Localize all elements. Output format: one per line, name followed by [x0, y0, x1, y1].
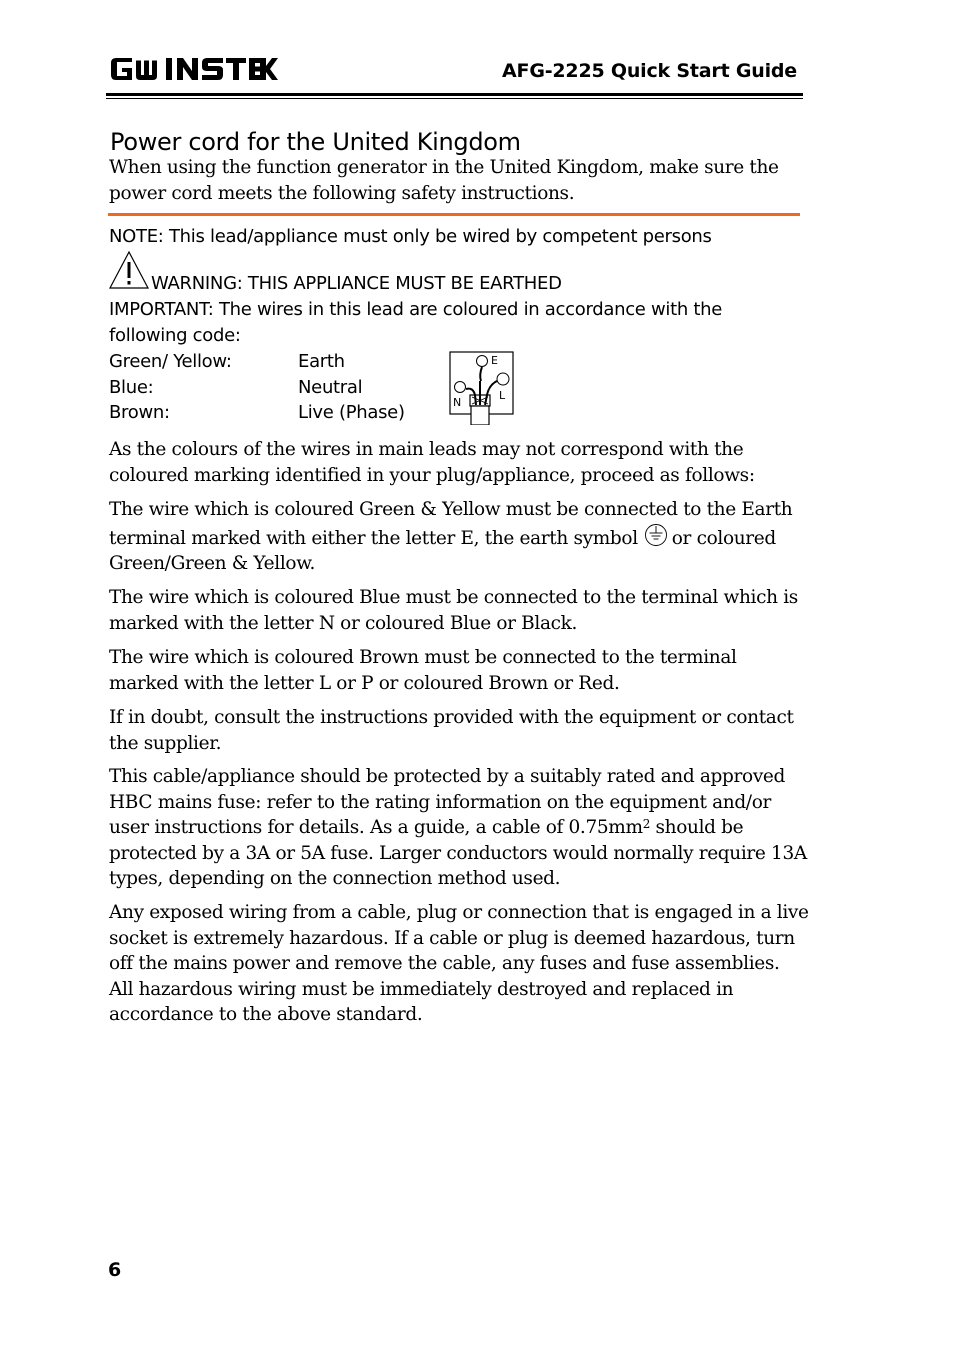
code-label: Blue:	[109, 376, 154, 398]
note-text: NOTE: This lead/appliance must only be wired by competent persons	[109, 226, 712, 247]
code-row-neutral	[109, 375, 405, 401]
code-value: Earth	[298, 351, 345, 372]
code-row-earth	[109, 349, 405, 375]
paragraph-exposed-wiring: Any exposed wiring from a cable, plug or connection that is engaged in a live socket is extremely hazardous. If a cable or plug is deemed hazardous, turn off the mains power and remove the cable, any fuses and fuse assemblies. All hazardous wiring must be immediately destroyed and replaced in accordance to the above standard.	[109, 902, 809, 1025]
accent-rule	[108, 213, 800, 216]
intro-paragraph: When using the function generator in the United Kingdom, make sure the power cord meets the following safety instructions.	[109, 157, 779, 204]
code-label: Green/ Yellow:	[109, 351, 232, 372]
guide-title: AFG-2225 Quick Start Guide	[502, 60, 797, 82]
earth-ground-icon	[644, 523, 668, 547]
plug-label-earth: E	[491, 354, 498, 367]
uk-plug-wiring-diagram	[449, 351, 515, 425]
plug-label-live: L	[499, 389, 506, 402]
plug-label-neutral: N	[453, 396, 462, 409]
paragraph-neutral-wire: The wire which is coloured Blue must be connected to the terminal which is marked with the letter N or coloured Blue or Black.	[109, 587, 798, 634]
paragraph-colour-mismatch: As the colours of the wires in main leads may not correspond with the coloured marking identified in your plug/appliance, proceed as follows:	[109, 439, 755, 486]
warning-icon	[108, 250, 150, 290]
paragraph-live-wire: The wire which is coloured Brown must be connected to the terminal marked with the letter L or P or coloured Brown or Red.	[109, 647, 737, 694]
warning-text: WARNING: THIS APPLIANCE MUST BE EARTHED	[151, 273, 562, 294]
page-number: 6	[108, 1259, 122, 1281]
header-rule	[106, 93, 803, 96]
code-row-live	[109, 400, 405, 426]
gw-instek-logo	[108, 52, 278, 86]
code-label: Brown:	[109, 402, 170, 423]
superscript-squared: 2	[642, 817, 650, 831]
paragraph-earth-wire-text: The wire which is coloured Green & Yellow must be connected to the Earth terminal marked with either the letter E, the earth symbol	[109, 499, 793, 549]
important-text: IMPORTANT: The wires in this lead are coloured in accordance with the following code:	[109, 299, 723, 346]
code-value: Live (Phase)	[298, 402, 405, 423]
paragraph-fuse-rating	[109, 764, 809, 892]
fuse-text-end: should be protected by a 3A or 5A fuse. Larger conductors would normally require 13A types, depending on the connection method used.	[109, 817, 807, 889]
paragraph-in-doubt: If in doubt, consult the instructions provided with the equipment or contact the supplier.	[109, 707, 794, 754]
wire-color-code-list	[109, 349, 405, 426]
code-value: Neutral	[298, 376, 363, 398]
fuse-text-start: This cable/appliance should be protected by a suitably rated and approved HBC mains fuse: refer to the rating information on the equipment and/or user instructions for details. As a guide, a cable of 0.75mm	[109, 766, 786, 838]
section-title: Power cord for the United Kingdom	[110, 128, 521, 157]
paragraph-earth-wire-text-end: or coloured Green/Green & Yellow.	[109, 527, 776, 574]
header-rule-thin	[106, 98, 803, 99]
paragraph-earth-wire	[109, 497, 809, 577]
